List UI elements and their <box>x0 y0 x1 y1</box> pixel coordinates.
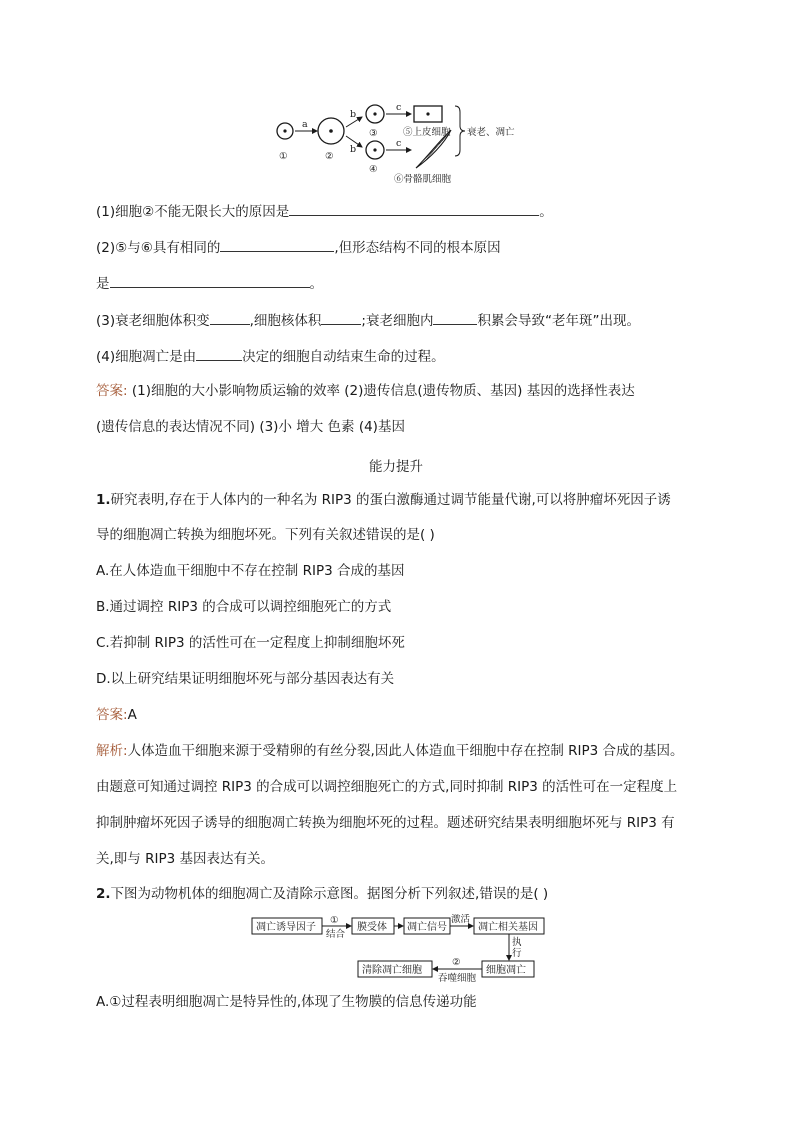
q3-part3: ;衰老细胞内 <box>361 313 434 329</box>
blank-q1[interactable] <box>289 201 539 216</box>
question-3 <box>96 310 640 331</box>
problem-2-option-a[interactable] <box>96 992 477 1012</box>
muscle-label: ⑥骨骼肌细胞 <box>394 174 452 185</box>
question-4 <box>96 346 445 367</box>
activate-label: 激活 <box>451 914 471 925</box>
problem-1-line-1 <box>96 490 671 510</box>
arrow-b2-label: b <box>350 144 357 155</box>
question-2 <box>96 237 501 258</box>
problem-1-option-a[interactable] <box>96 561 404 581</box>
step-2-label: 吞噬细胞 <box>438 973 477 982</box>
problem-2-option-a-text: A.①过程表明细胞凋亡是特异性的,体现了生物膜的信息传递功能 <box>96 994 477 1010</box>
question-2-cont <box>96 273 323 294</box>
option-b-text: B.通过调控 RIP3 的合成可以调控细胞死亡的方式 <box>96 599 392 615</box>
q4-part2: 决定的细胞自动结束生命的过程。 <box>242 349 445 365</box>
step-1-number: ① <box>330 915 339 926</box>
execute-label-2: 行 <box>512 948 522 959</box>
answer-1-label: 答案: <box>96 383 128 399</box>
box-apoptosis-signal-label: 凋亡信号 <box>407 922 447 933</box>
blank-q2b[interactable] <box>110 273 310 288</box>
q1-text: (1)细胞②不能无限长大的原因是 <box>96 204 290 220</box>
problem-1-explain-text-2: 由题意可知通过调控 RIP3 的合成可以调控细胞死亡的方式,同时抑制 RIP3 的活性可在一定程度上 <box>96 779 678 795</box>
epithelial-label: ⑤上皮细胞 <box>403 127 451 138</box>
q2-end: 。 <box>309 276 323 292</box>
problem-1-stem-1: 研究表明,存在于人体内的一种名为 RIP3 的蛋白激酶通过调节能量代谢,可以将肿瘤坏死因子诱 <box>110 492 671 508</box>
problem-2-line-1 <box>96 884 548 904</box>
problem-1-option-b[interactable] <box>96 597 391 617</box>
q3-part2: ,细胞核体积 <box>249 313 322 329</box>
execute-label-1: 执 <box>512 937 522 948</box>
q2-part1: (2)⑤与⑥具有相同的 <box>96 240 221 256</box>
arrow-c2-label: c <box>396 138 402 149</box>
cell-1-label: ① <box>279 151 288 162</box>
problem-1-answer-label: 答案: <box>96 707 128 723</box>
problem-1-option-d[interactable] <box>96 669 394 689</box>
option-a-text: A.在人体造血干细胞中不存在控制 RIP3 合成的基因 <box>96 563 405 579</box>
problem-1-explain-label: 解析: <box>96 743 128 759</box>
problem-2-number: 2. <box>96 886 111 902</box>
q4-part1: (4)细胞凋亡是由 <box>96 349 197 365</box>
problem-1-explain-1 <box>96 741 684 761</box>
problem-1-option-c[interactable] <box>96 633 405 653</box>
answer-1-line-1 <box>96 381 635 401</box>
problem-1-explain-text-3: 抑制肿瘤坏死因子诱导的细胞凋亡转换为细胞坏死的过程。题述研究结果表明细胞坏死与 RIP3 有 <box>96 815 675 831</box>
problem-1-answer-value: A <box>127 707 137 723</box>
cell-2-label: ② <box>325 151 334 162</box>
section-title: 能力提升 <box>369 459 423 475</box>
problem-1-explain-3 <box>96 813 675 833</box>
problem-1-explain-text-1: 人体造血干细胞来源于受精卵的有丝分裂,因此人体造血干细胞中存在控制 RIP3 合成的基因。 <box>127 743 684 759</box>
q3-part1: (3)衰老细胞体积变 <box>96 313 210 329</box>
blank-q2a[interactable] <box>220 237 334 252</box>
bracket <box>455 106 465 156</box>
answer-1-line-2 <box>96 417 405 437</box>
arrow-a-label: a <box>302 119 308 130</box>
cell-3-label: ③ <box>369 128 378 139</box>
blank-q3b[interactable] <box>321 310 361 325</box>
box-induction-factor-label: 凋亡诱导因子 <box>256 922 316 933</box>
question-1 <box>96 201 553 222</box>
step-2-number: ② <box>452 957 461 968</box>
q2-part3: 是 <box>96 276 110 292</box>
q1-end: 。 <box>539 204 553 220</box>
option-d-text: D.以上研究结果证明细胞坏死与部分基因表达有关 <box>96 671 395 687</box>
box-cell-apoptosis-label: 细胞凋亡 <box>486 965 526 976</box>
step-1-label: 结合 <box>326 929 346 940</box>
answer-1-text-1: (1)细胞的大小影响物质运输的效率 (2)遗传信息(遗传物质、基因) 基因的选择性表达 <box>127 383 635 399</box>
box-membrane-receptor-label: 膜受体 <box>357 922 387 933</box>
problem-1-stem-2: 导的细胞凋亡转换为细胞坏死。下列有关叙述错误的是( ) <box>96 527 435 543</box>
blank-q4[interactable] <box>196 346 242 361</box>
box-clear-apoptotic-cells-label: 清除凋亡细胞 <box>362 965 422 976</box>
box-apoptosis-genes-label: 凋亡相关基因 <box>478 922 538 933</box>
answer-1-text-2: (遗传信息的表达情况不同) (3)小 增大 色素 (4)基因 <box>96 419 405 435</box>
problem-1-line-2 <box>96 525 435 545</box>
arrow-c1-label: c <box>396 102 402 113</box>
bracket-label: 衰老、凋亡 <box>467 127 515 138</box>
arrow-b1-label: b <box>350 109 357 120</box>
apoptosis-flow-diagram <box>250 914 546 982</box>
q3-part4: 积累会导致“老年斑”出现。 <box>477 313 640 329</box>
problem-1-explain-4 <box>96 849 274 869</box>
problem-1-explain-2 <box>96 777 677 797</box>
problem-2-stem: 下图为动物机体的细胞凋亡及清除示意图。据图分析下列叙述,错误的是( ) <box>110 886 549 902</box>
cell-4-label: ④ <box>369 164 378 175</box>
q2-part2: ,但形态结构不同的根本原因 <box>334 240 501 256</box>
option-c-text: C.若抑制 RIP3 的活性可在一定程度上抑制细胞坏死 <box>96 635 405 651</box>
cell-differentiation-diagram <box>270 100 540 188</box>
blank-q3c[interactable] <box>433 310 477 325</box>
blank-q3a[interactable] <box>210 310 250 325</box>
problem-1-explain-text-4: 关,即与 RIP3 基因表达有关。 <box>96 851 274 867</box>
problem-1-answer <box>96 705 137 725</box>
problem-1-number: 1. <box>96 492 111 508</box>
